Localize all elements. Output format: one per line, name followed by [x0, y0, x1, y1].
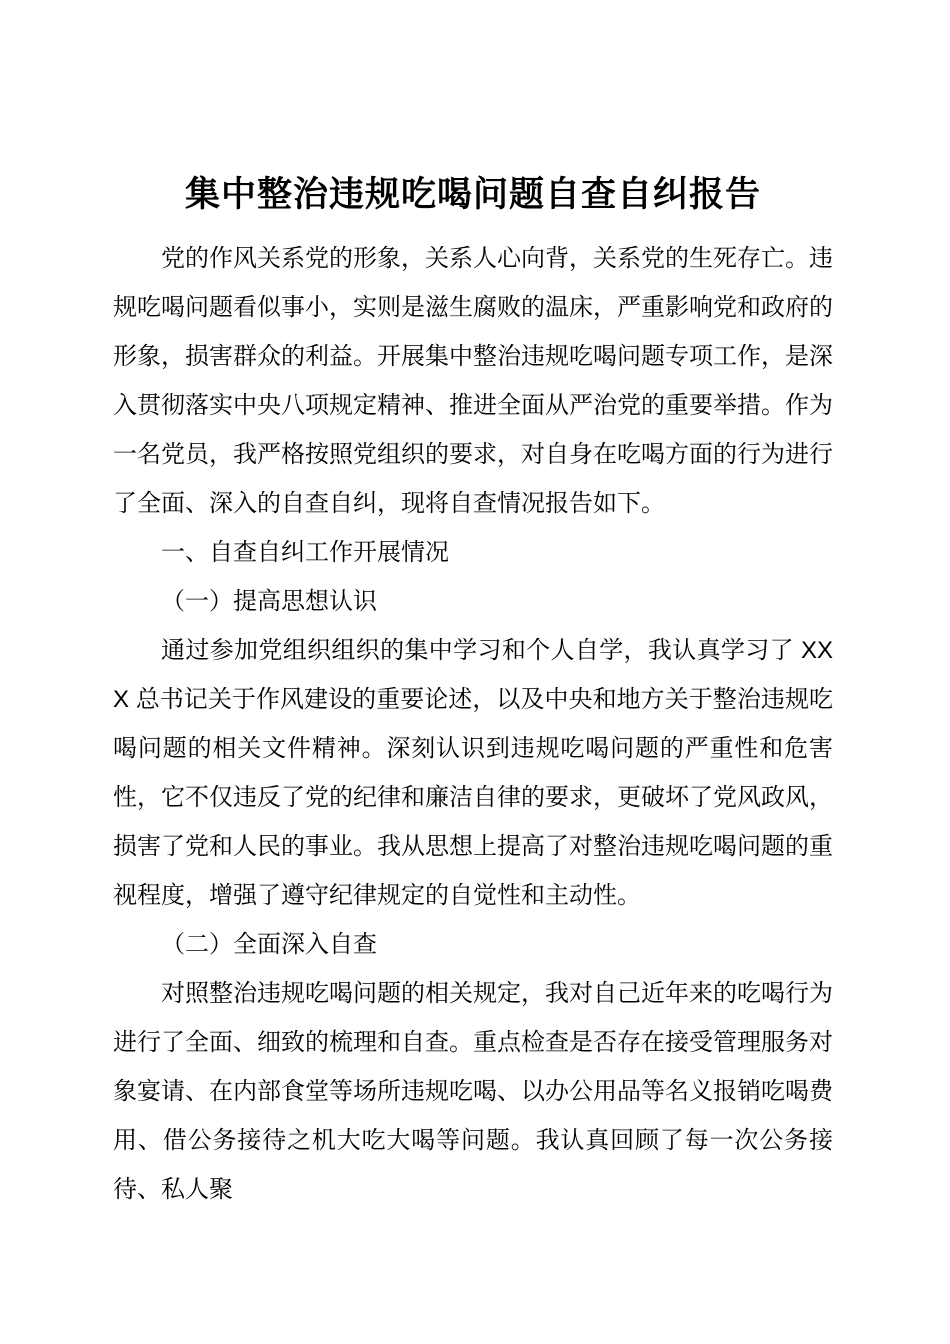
paragraph-raise-awareness: 通过参加党组织组织的集中学习和个人自学，我认真学习了 XXX 总书记关于作风建设的重要论述，以及中央和地方关于整治违规吃喝问题的相关文件精神。深刻认识到违规吃喝问题的严重性和危害性，它不仅违反了党的纪律和廉洁自律的要求，更破坏了党风政风，损害了党和人民的事业。我从思想上提高了对整治违规吃喝问题的重视程度，增强了遵守纪律规定的自觉性和主动性。 — [113, 637, 833, 909]
document-body — [113, 234, 833, 1214]
paragraph-intro: 党的作风关系党的形象，关系人心向背，关系党的生死存亡。违规吃喝问题看似事小，实则是滋生腐败的温床，严重影响党和政府的形象，损害群众的利益。开展集中整治违规吃喝问题专项工作，是深入贯彻落实中央八项规定精神、推进全面从严治党的重要举措。作为一名党员，我严格按照党组织的要求，对自身在吃喝方面的行为进行了全面、深入的自查自纠，现将自查情况报告如下。 — [113, 245, 833, 517]
document-title: 集中整治违规吃喝问题自查自纠报告 — [184, 175, 761, 214]
paragraph-self-inspection: 对照整治违规吃喝问题的相关规定，我对自己近年来的吃喝行为进行了全面、细致的梳理和自查。重点检查是否存在接受管理服务对象宴请、在内部食堂等场所违规吃喝、以办公用品等名义报销吃喝费用、借公务接待之机大吃大喝等问题。我认真回顾了每一次公务接待、私人聚 — [113, 980, 833, 1203]
subsection-heading-1-1: （一）提高思想认识 — [161, 588, 377, 615]
subsection-heading-1-2: （二）全面深入自查 — [161, 931, 377, 958]
section-heading-1: 一、自查自纠工作开展情况 — [161, 539, 449, 566]
